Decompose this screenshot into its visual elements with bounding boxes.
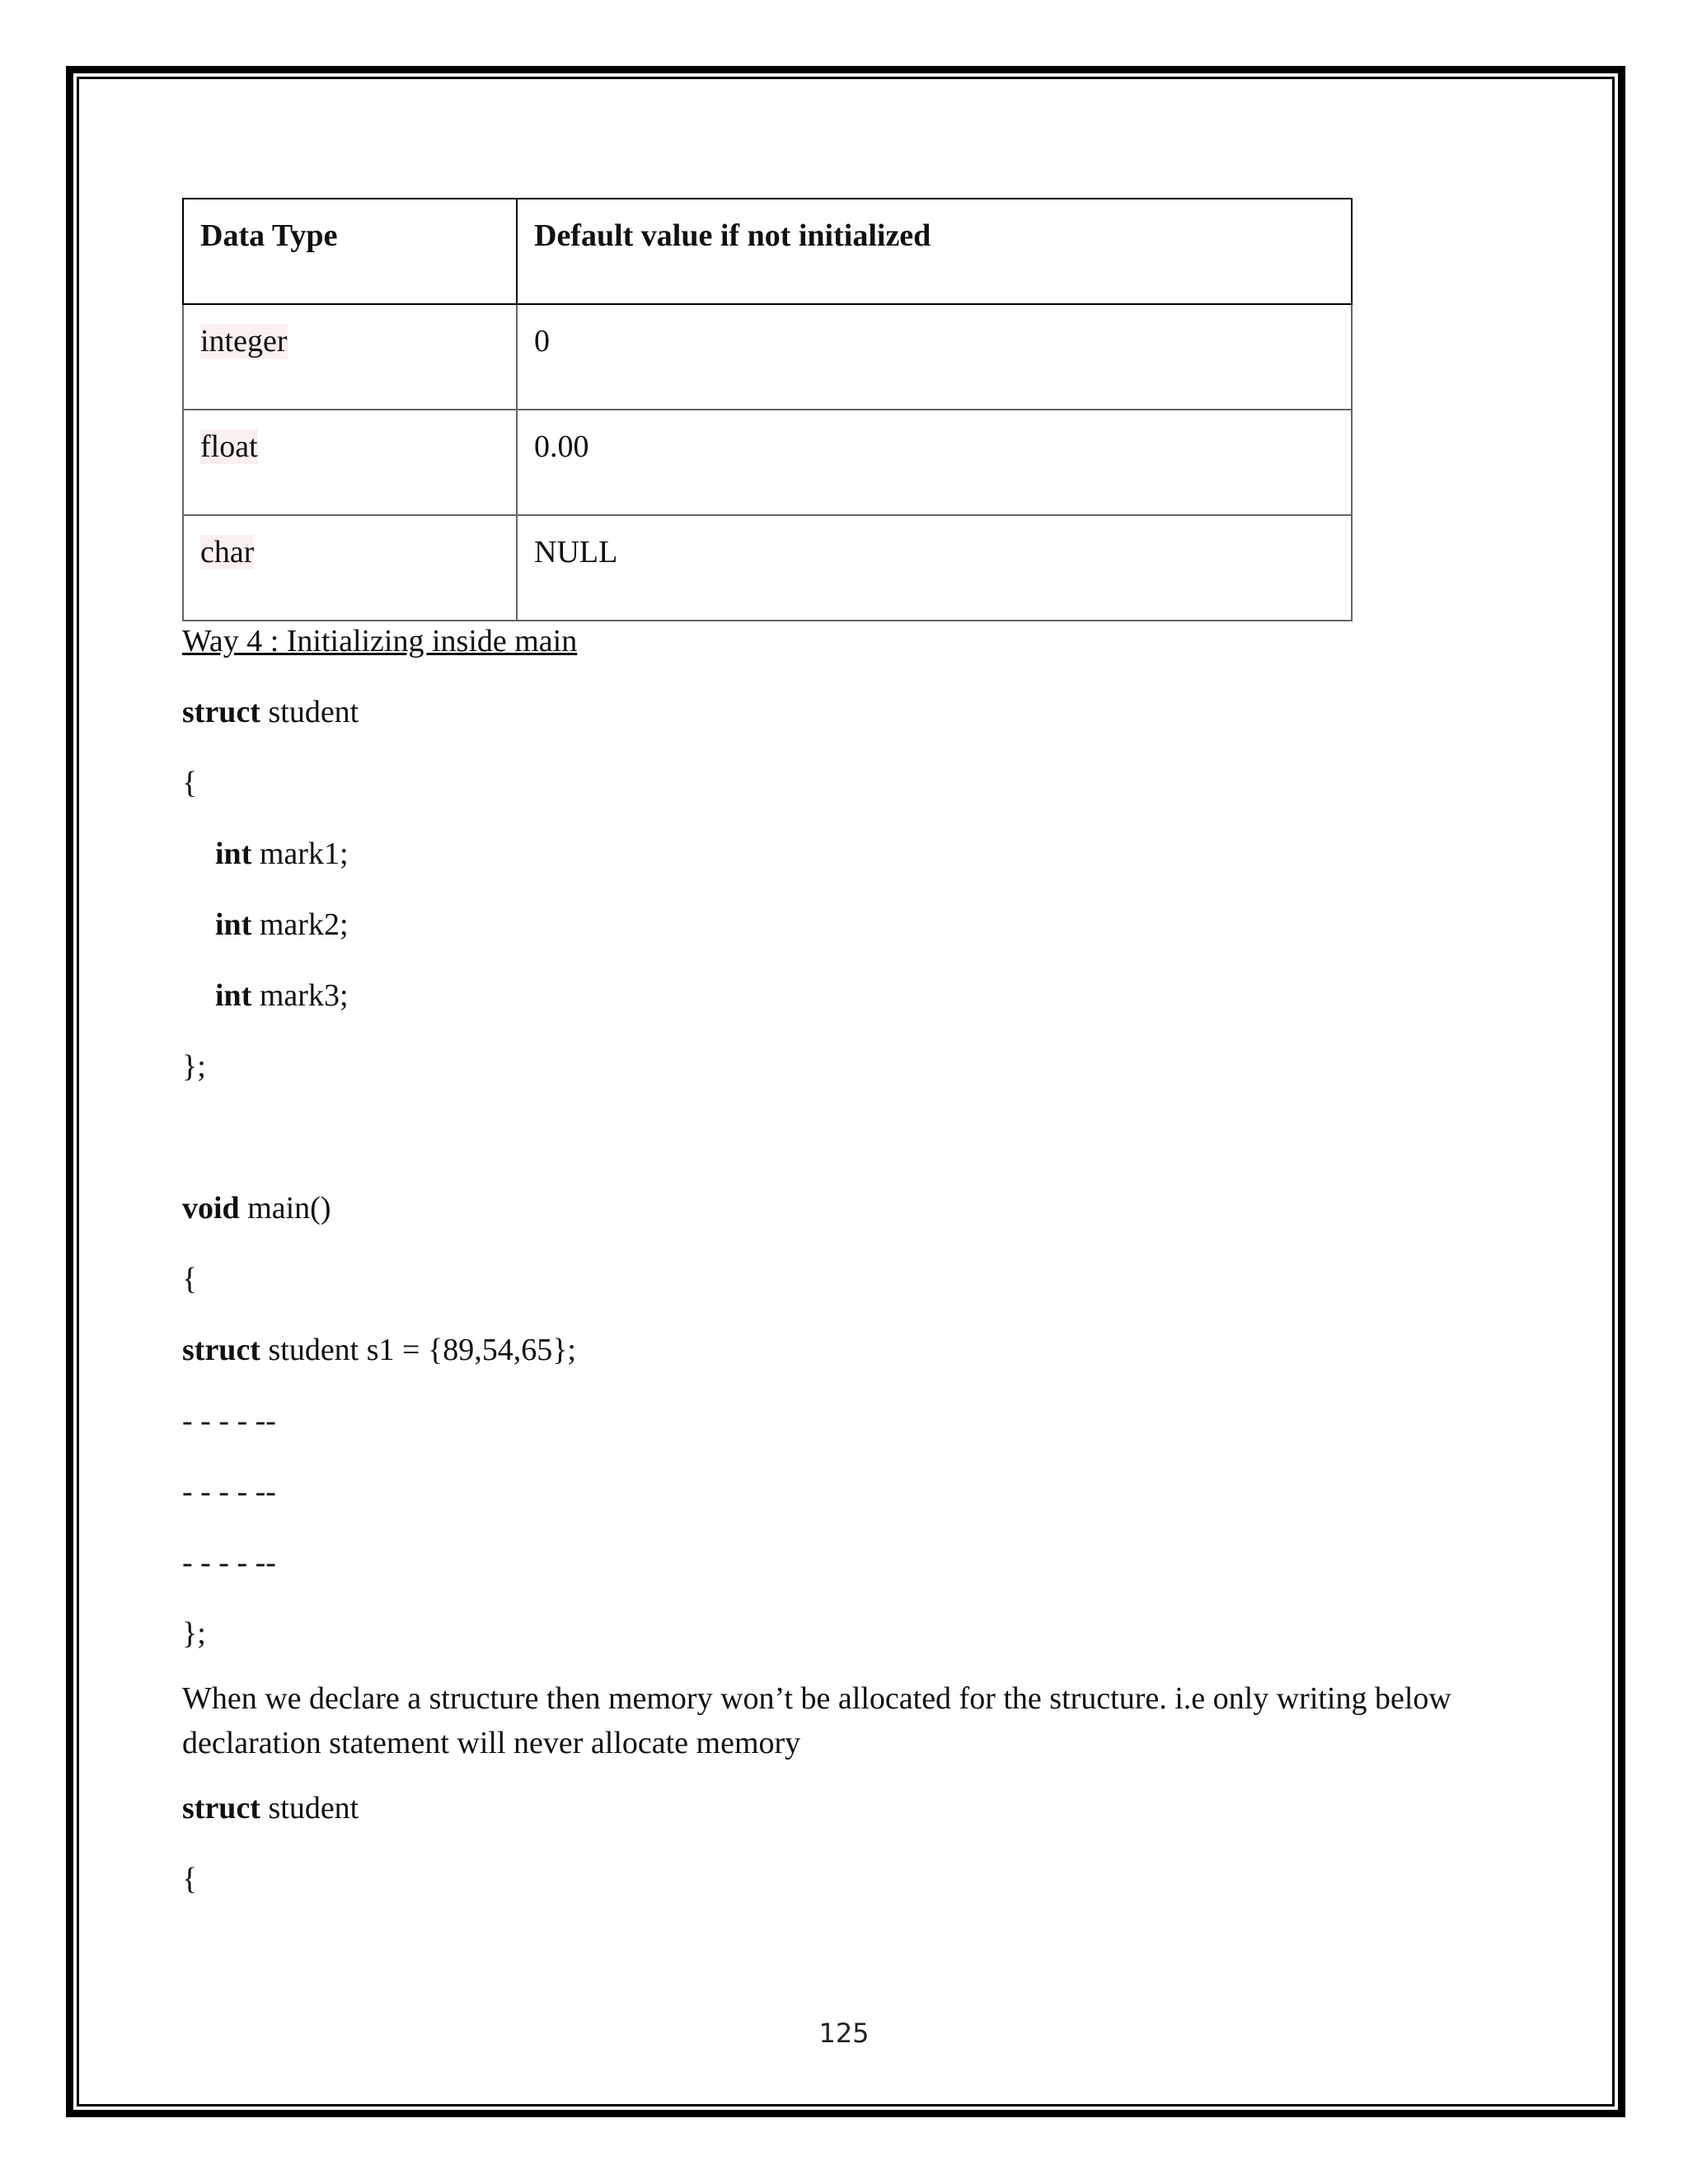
code-block-main xyxy=(182,1190,1534,1652)
code-line: { xyxy=(182,1862,198,1896)
data-type-name: char xyxy=(200,535,255,569)
code-block-struct-2 xyxy=(182,1790,1534,1897)
table-cell: 0.00 xyxy=(517,410,1352,515)
code-keyword: void xyxy=(182,1191,240,1226)
data-type-name: float xyxy=(200,429,258,464)
code-text: mark3; xyxy=(251,978,349,1013)
code-text: main() xyxy=(239,1191,331,1226)
section-heading: Way 4 : Initializing inside main xyxy=(182,624,578,658)
table-cell: 0 xyxy=(517,304,1352,410)
code-line: }; xyxy=(182,1616,206,1651)
code-line xyxy=(182,977,1534,1014)
code-line xyxy=(182,1790,1534,1826)
table-header-cell: Data Type xyxy=(183,199,517,304)
table-cell: NULL xyxy=(517,515,1352,621)
table-cell xyxy=(183,515,517,621)
code-line xyxy=(182,1332,1534,1368)
table-cell xyxy=(183,304,517,410)
code-line xyxy=(182,836,1534,872)
code-text: student xyxy=(260,1791,359,1825)
code-line xyxy=(182,907,1534,943)
code-text: mark1; xyxy=(251,837,349,871)
page-content xyxy=(182,198,1534,1897)
table-row xyxy=(183,304,1352,410)
data-type-name: integer xyxy=(200,324,288,359)
code-block-struct xyxy=(182,694,1534,1085)
code-line: - - - - -- xyxy=(182,1474,276,1509)
code-keyword: struct xyxy=(182,695,260,729)
page-number: 125 xyxy=(818,2018,870,2049)
table-row xyxy=(183,410,1352,515)
explanation-paragraph: When we declare a structure then memory won’t be allocated for the structure. i.e only writing below declaration statement will never allocate memory xyxy=(182,1681,1451,1760)
code-line: - - - - -- xyxy=(182,1545,276,1580)
default-values-table xyxy=(182,198,1353,621)
code-text: student xyxy=(260,695,359,729)
table-row xyxy=(183,515,1352,621)
code-line: { xyxy=(182,766,198,800)
table-header-row xyxy=(183,199,1352,304)
code-line xyxy=(182,1190,1534,1226)
code-line xyxy=(182,694,1534,730)
table-cell xyxy=(183,410,517,515)
table-header-cell: Default value if not initialized xyxy=(517,199,1352,304)
code-keyword: struct xyxy=(182,1333,260,1367)
code-text: mark2; xyxy=(251,907,349,942)
code-line: - - - - -- xyxy=(182,1404,276,1438)
code-text: student s1 = {89,54,65}; xyxy=(260,1333,576,1367)
code-keyword: int xyxy=(215,978,252,1013)
code-line: { xyxy=(182,1262,198,1296)
code-line: }; xyxy=(182,1049,206,1084)
code-keyword: int xyxy=(215,907,252,942)
code-keyword: int xyxy=(215,837,252,871)
code-keyword: struct xyxy=(182,1791,260,1825)
